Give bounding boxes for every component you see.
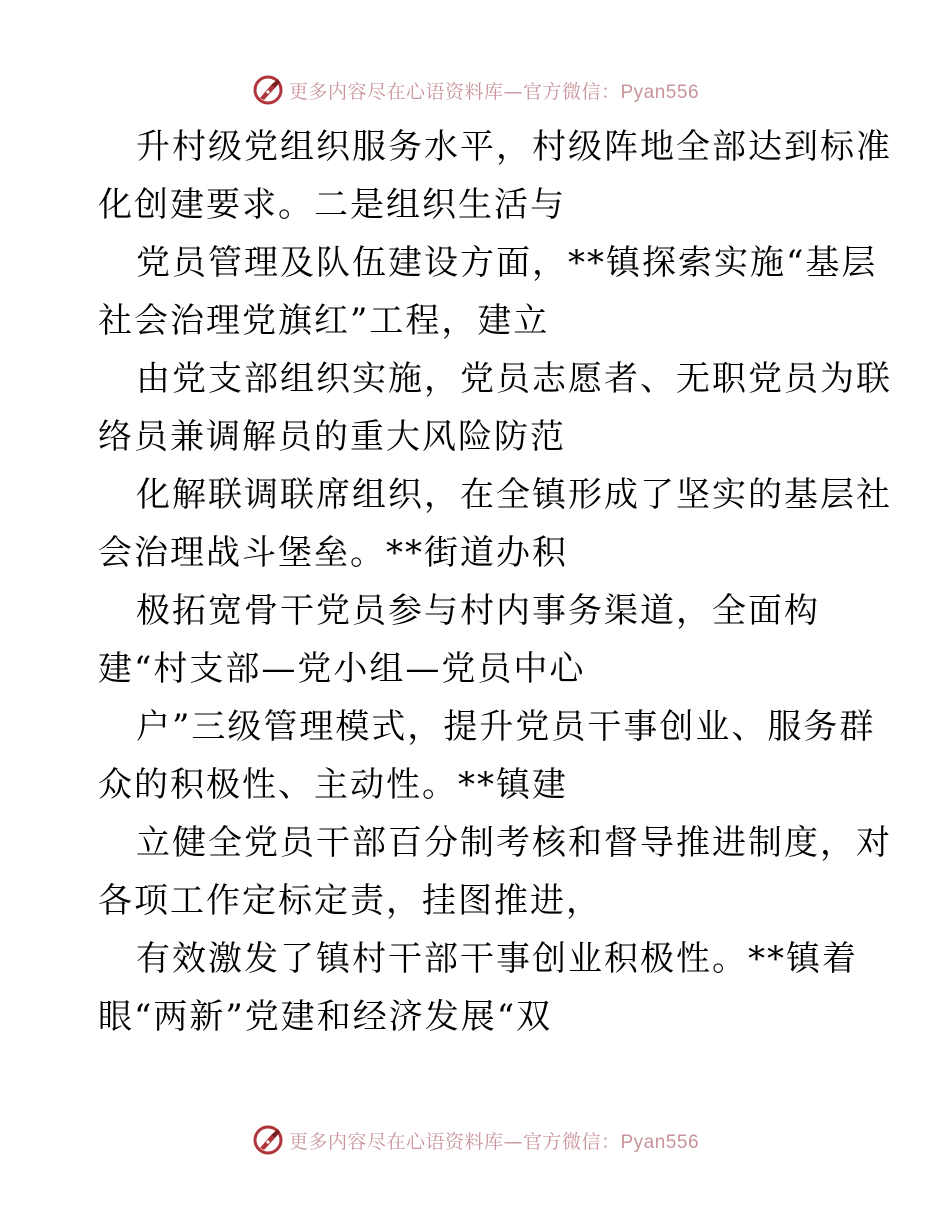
pen-nib-circle-icon — [251, 1123, 285, 1157]
body-text-line: 各项工作定标定责，挂图推进， — [98, 881, 602, 921]
body-text-line: 升村级党组织服务水平，村级阵地全部达到标准 — [136, 127, 892, 167]
body-text-line: 化解联调联席组织，在全镇形成了坚实的基层社 — [136, 475, 892, 515]
body-text-line: 络员兼调解员的重大风险防范 — [98, 417, 566, 457]
body-text-line: 党员管理及队伍建设方面，**镇探索实施“基层 — [136, 243, 878, 283]
body-text-line: 化创建要求。二是组织生活与 — [98, 185, 566, 225]
pen-nib-circle-icon — [251, 73, 285, 107]
body-text-line: 户”三级管理模式，提升党员干事创业、服务群 — [136, 707, 876, 747]
watermark-text: 更多内容尽在心语资料库—官方微信：Pyan556 — [288, 80, 700, 103]
body-text-line: 眼“两新”党建和经济发展“双 — [98, 997, 553, 1037]
document-body — [98, 118, 892, 1046]
body-text-line: 由党支部组织实施，党员志愿者、无职党员为联 — [136, 359, 892, 399]
body-text-line: 立健全党员干部百分制考核和督导推进制度，对 — [136, 823, 892, 863]
footer-watermark — [0, 1120, 950, 1160]
body-text-line: 会治理战斗堡垒。**街道办积 — [98, 533, 568, 573]
body-text-line: 有效激发了镇村干部干事创业积极性。**镇着 — [136, 939, 858, 979]
body-text-line: 众的积极性、主动性。**镇建 — [98, 765, 568, 805]
body-text-line: 极拓宽骨干党员参与村内事务渠道，全面构 — [136, 591, 820, 631]
body-text-line: 建“村支部—党小组—党员中心 — [98, 649, 586, 689]
body-text-line: 社会治理党旗红”工程，建立 — [98, 301, 550, 341]
header-watermark — [0, 70, 950, 110]
watermark-text: 更多内容尽在心语资料库—官方微信：Pyan556 — [288, 1130, 700, 1153]
